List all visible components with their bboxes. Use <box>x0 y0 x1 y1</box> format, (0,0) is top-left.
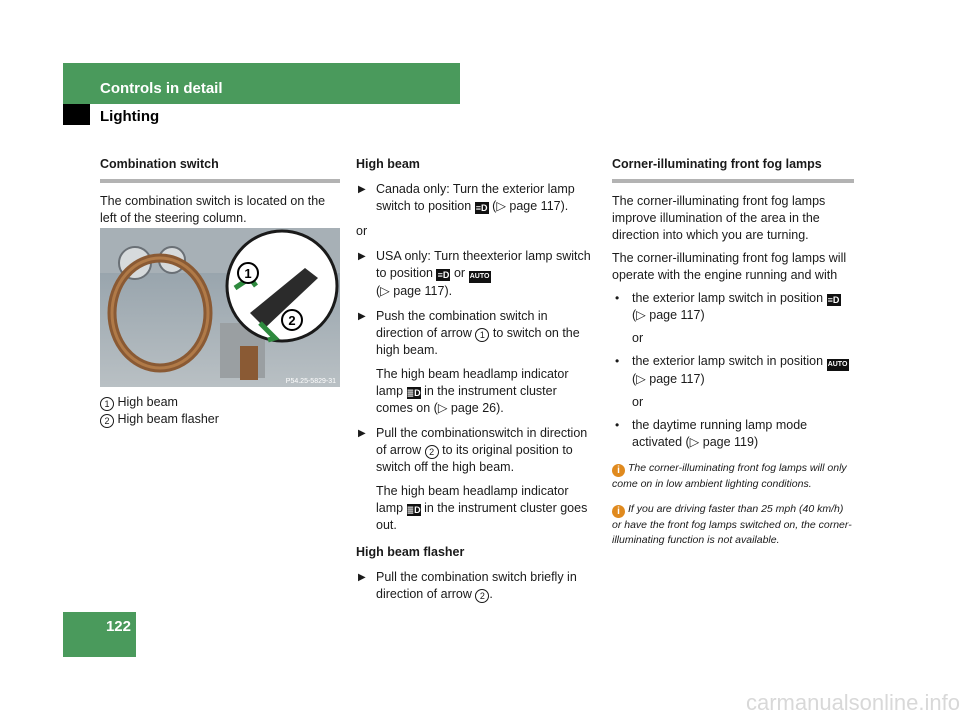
photo-callout-2: 2 <box>288 313 296 328</box>
condition-item <box>612 353 854 411</box>
or-text: or <box>632 395 644 409</box>
or-text: or <box>453 266 466 280</box>
page-ref: (▷ page 117) <box>632 308 705 322</box>
page-ref: (▷ page 117). <box>376 284 453 298</box>
bullet-dot-icon: • <box>615 354 620 368</box>
note-text: The high beam headlamp indicator lamp <box>376 484 569 515</box>
subsection-marker <box>63 104 90 125</box>
low-beam-icon: ≡D <box>437 270 450 280</box>
step-text: to switch on the high beam. <box>376 326 580 357</box>
step-push <box>356 308 596 417</box>
high-beam-heading: High beam <box>356 157 420 171</box>
right-column <box>612 156 854 548</box>
bullet-dot-icon: • <box>615 291 620 305</box>
callout-label: High beam flasher <box>117 412 219 426</box>
arrow-number: 1 <box>475 328 489 342</box>
page-number: 122 <box>105 618 131 635</box>
or-text: or <box>632 331 644 345</box>
combination-switch-heading: Combination switch <box>100 157 219 171</box>
fog-lamps-heading: Corner-illuminating front fog lamps <box>612 157 822 171</box>
info-icon: i <box>612 505 625 518</box>
left-column <box>100 156 340 227</box>
page-ref: (▷ page 117) <box>632 372 705 386</box>
low-beam-icon: ≡D <box>475 203 488 213</box>
condition-item <box>612 417 854 451</box>
step-text: Push the combination switch in direction of arrow <box>376 309 548 340</box>
callout-item <box>100 411 340 428</box>
note-text: in the instrument cluster goes out. <box>376 501 588 532</box>
step-flasher: ▶ Pull the combination switch briefly in direction of arrow 2 . <box>358 570 577 601</box>
info-text: If you are driving faster than 25 mph (40 km/h) or have the front fog lamps switched on, the corner-illuminating function is not available. <box>612 503 852 546</box>
condition-text: the exterior lamp switch in position <box>632 354 824 368</box>
high-beam-icon: ≣D <box>406 388 421 398</box>
step-pull <box>356 425 596 534</box>
arrow-bullet-icon: ▶ <box>358 311 366 322</box>
callout-number: 1 <box>100 397 114 411</box>
callout-legend <box>100 394 340 428</box>
subsection-title: Lighting <box>100 108 160 125</box>
step-text: Pull the combinationswitch in direction of arrow <box>376 426 588 457</box>
callout-number: 2 <box>100 414 114 428</box>
section-title: Controls in detail <box>100 80 223 97</box>
arrow-bullet-icon: ▶ <box>358 184 366 195</box>
watermark: carmanualsonline.info <box>745 690 960 715</box>
note-text: in the instrument cluster comes on (▷ page 26). <box>376 384 557 415</box>
flasher-heading: High beam flasher <box>356 545 465 559</box>
arrow-bullet-icon: ▶ <box>358 251 366 262</box>
step-usa <box>356 248 596 300</box>
arrow-bullet-icon: ▶ <box>358 572 366 583</box>
condition-text: the daytime running lamp mode activated (▷ page 119) <box>632 418 808 449</box>
auto-icon: AUTO <box>827 359 849 371</box>
photo-callout-1: 1 <box>244 266 252 281</box>
intro-text: The combination switch is located on the left of the steering column. <box>100 194 326 225</box>
photo-illustration <box>100 228 340 387</box>
step-text: to its original position to switch off the high beam. <box>376 443 573 474</box>
high-beam-icon: ≣D <box>406 505 421 515</box>
step-text: Canada only: Turn the exterior lamp switch to position <box>376 182 575 213</box>
low-beam-icon: ≡D <box>827 295 840 305</box>
condition-item <box>612 290 854 347</box>
heading-rule <box>100 179 340 183</box>
indicator-note <box>376 483 596 534</box>
info-icon: i <box>612 464 625 477</box>
image-code: P54.25-5829-31 <box>285 378 336 385</box>
callout-label: High beam <box>117 395 178 409</box>
indicator-note <box>376 366 596 417</box>
info-note-2 <box>612 502 854 548</box>
middle-column <box>356 156 596 603</box>
page-ref: (▷ page 117). <box>492 199 569 213</box>
step-canada <box>356 181 596 215</box>
bullet-dot-icon: • <box>615 418 620 432</box>
note-text: The high beam headlamp indicator lamp <box>376 367 569 398</box>
auto-icon: AUTO <box>469 271 491 283</box>
condition-text: the exterior lamp switch in position <box>632 291 824 305</box>
fog-conditions: The corner-illuminating front fog lamps will operate with the engine running and with <box>612 251 847 282</box>
or-text: or <box>356 224 368 238</box>
info-text: The corner-illuminating front fog lamps will only come on in low ambient lighting conditions. <box>612 462 847 490</box>
fog-intro: The corner-illuminating front fog lamps improve illumination of the area in the direction into which you are turning. <box>612 194 826 242</box>
info-note-1 <box>612 461 854 492</box>
step-text: Pull the combination switch briefly in direction of arrow <box>376 570 577 601</box>
arrow-bullet-icon: ▶ <box>358 428 366 439</box>
steering-column-photo <box>100 228 340 387</box>
arrow-number: 2 <box>425 445 439 459</box>
callout-item <box>100 394 340 411</box>
heading-rule <box>612 179 854 183</box>
step-text: USA only: Turn theexterior lamp switch to position <box>376 249 591 280</box>
arrow-number: 2 <box>475 589 489 603</box>
